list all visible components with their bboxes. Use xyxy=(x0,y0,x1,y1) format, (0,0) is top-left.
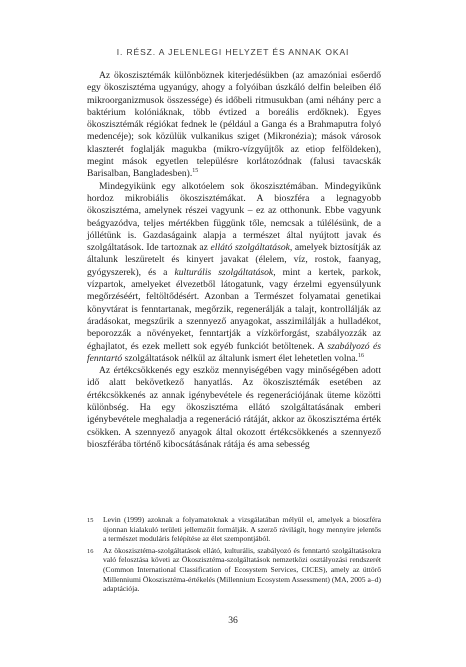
footnote xyxy=(87,515,381,544)
italic-term: szabályozó és fenntartó xyxy=(87,340,381,364)
italic-term: kulturális szolgáltatások xyxy=(174,266,274,278)
paragraph xyxy=(87,365,381,451)
footnote-number: 15 xyxy=(87,517,94,524)
paragraph xyxy=(87,181,381,365)
footnote-ref: 16 xyxy=(357,352,364,359)
paragraph-text: Mindegyikünk egy alkotóelem sok ökoszisztémában. Mindegyikünk hordoz mikrobiális ökoszisztémákat. A bioszféra a legnagyobb ökoszisztéma, amelynek részei vagyunk – ez az otthonunk. Ebbe vagyunk beágyazódva, teljes mértékben függünk tőle, nemcsak a túlélésünk, de a jóllétünk is. Gazdaságaink alapja a természet által nyújtott javak és szolgáltatások. Ide tartoznak az xyxy=(87,180,381,254)
footnote-text: Levin (1999) azoknak a folyamatoknak a vizsgálatában mélyül el, amelyek a bioszféra újonnan kialakuló területi jellemzőit formálják. A szerző rávilágít, hogy mennyire jelentős a természet moduláris felépítése az élet szempontjából. xyxy=(103,515,381,544)
footnotes xyxy=(87,515,381,596)
paragraph-text: , amelyek biztosítják az általunk leszüretelt és kinyert javakat (élelem, víz, rostok, faanyag, gyógyszerek), és a xyxy=(87,242,382,278)
body-text xyxy=(87,70,381,451)
italic-term: ellátó szolgáltatások xyxy=(210,242,290,254)
page-number: 36 xyxy=(228,615,238,626)
paragraph-text: Az ökoszisztémák különböznek kiterjedésükben (az amazóniai esőerdő egy ökoszisztéma ugyanúgy, ahogy a folyóiban úszkáló delfin beleiben élő mikroorganizmusok összessége) és időbeli ritmusukban (ami néhány perc a baktérium kolóniáknak, több évtized a boreális erdőknek). Egyes ökoszisztémák régiókat fednek le (például a Ganga és a Brahmaputra folyó medencéje); sok közülük vulkanikus sziget (Mikronézia); mások városok klaszterét foglalják magukba (mikro-vízgyűjtők az etiop felföldeken), megint mások egyetlen településre korlátozódnak (falusi tavacskák Barisalban, Bangladesben). xyxy=(87,70,381,180)
paragraph-text: szolgáltatások nélkül az általunk ismert élet lehetetlen volna. xyxy=(124,352,358,364)
footnote-ref: 15 xyxy=(192,168,199,175)
footnote-text: Az ökoszisztéma-szolgáltatások ellátó, kulturális, szabályozó és fenntartó szolgáltatásokra való felosztása követi az Ökoszisztéma-szolgáltatások nemzetközi osztályozási rendszerét (Common International Classification of Ecosystem Services, CICES), amely az úttörő Millenniumi Ökoszisztéma-értékelés (Millennium Ecosystem Assessment) (MA, 2005 a–d) adaptációja. xyxy=(103,545,381,594)
running-header: I. RÉSZ. A JELENLEGI HELYZET ÉS ANNAK OKAI xyxy=(116,47,350,57)
footnote-number: 16 xyxy=(87,547,94,555)
paragraph xyxy=(87,70,381,181)
paragraph-text: Az értékcsökkenés egy eszköz mennyiségében vagy minőségében adott idő alatt bekövetkező hanyatlás. Az ökoszisztémák esetében az értékcsökkenés az annak igénybevétele és regenerációjának üteme közötti különbség. Ha egy ökoszisztéma ellátó szolgáltatásának emberi igénybevétele meghaladja a regeneráció rátáját, akkor az ökoszisztéma érték csökken. A szennyező anyagok által okozott értékcsökkenés a szennyező bioszférába történő kibocsátásának rátája és ama sebesség xyxy=(87,365,381,450)
footnote xyxy=(87,546,381,594)
paragraph-text: , mint a kertek, parkok, vízpartok, amelyeket élvezetből látogatunk, vagy érzelmi egyensúlyunk megőrzéséért, feltöltődésért. Azonban a Természet folyamatai genetikai könyvtárat is fenntartanak, megőrzik, regenerálják a talajt, kontrollálják az áradásokat, megszűrik a szennyező anyagokat, asszimilálják a hulladékot, beporozzák a növényeket, fenntartják a vízkörforgást, szabályozzák az éghajlatot, és ezek mellett sok egyéb funkciót betöltenek. A xyxy=(87,266,382,352)
